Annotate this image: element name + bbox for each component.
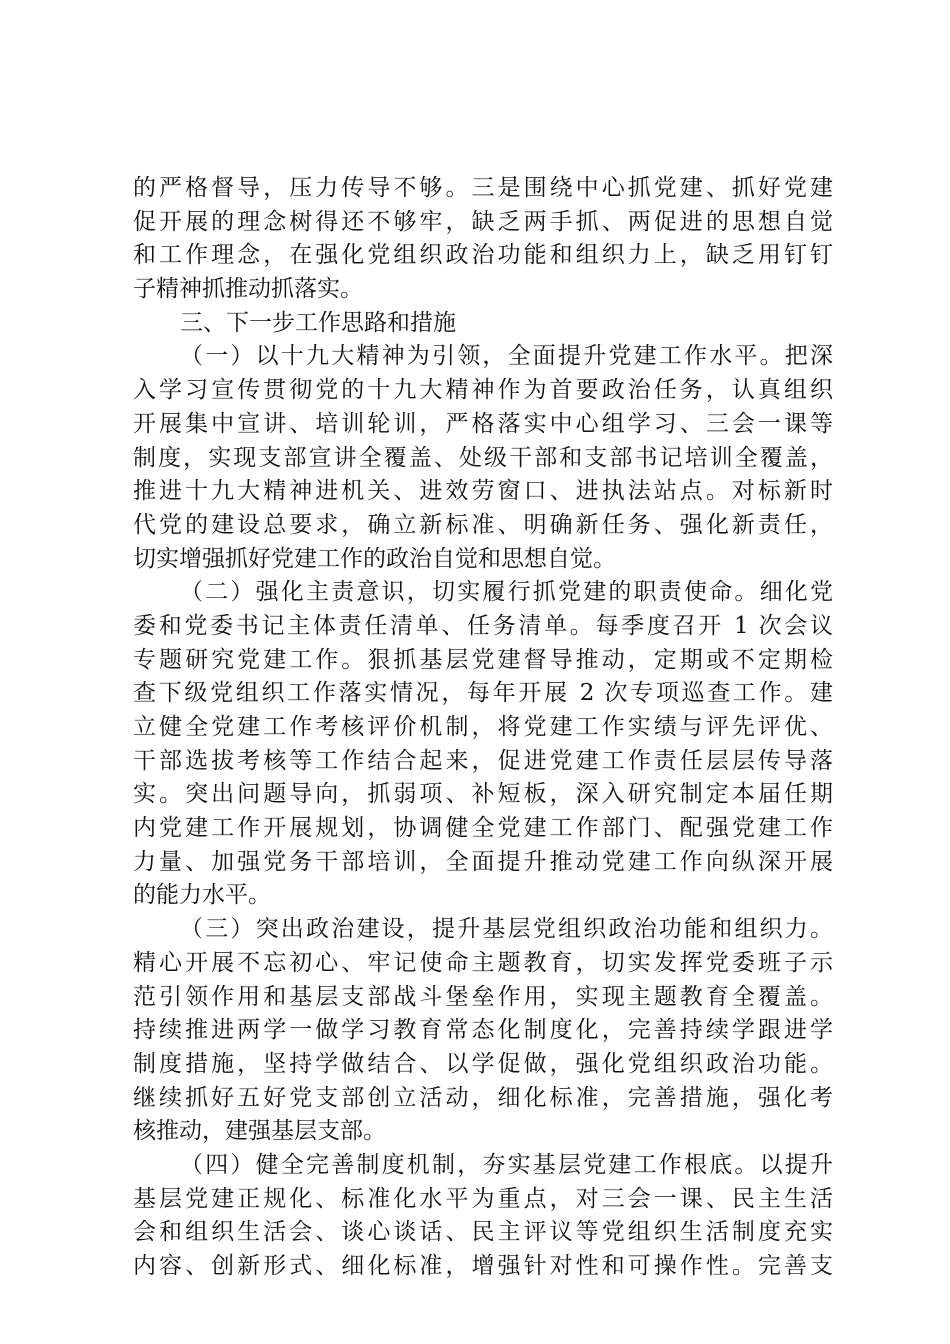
document-body (133, 172, 833, 1284)
text-line: 继续抓好五好党支部创立活动，细化标准，完善措施，强化考 (133, 1084, 833, 1111)
text-line: 推进十九大精神进机关、进效劳窗口、进执法站点。对标新时 (133, 478, 833, 505)
text-line: 范引领作用和基层支部战斗堡垒作用，实现主题教育全覆盖。 (133, 983, 833, 1010)
text-line: 内容、创新形式、细化标准，增强针对性和可操作性。完善支 (133, 1253, 833, 1279)
text-line: 内党建工作开展规划，协调健全党建工作部门、配强党建工作 (133, 815, 833, 842)
text-line: 和工作理念，在强化党组织政治功能和组织力上，缺乏用钉钉 (133, 242, 833, 269)
text-line: 力量、加强党务干部培训，全面提升推动党建工作向纵深开展 (133, 848, 833, 875)
text-line: 立健全党建工作考核评价机制，将党建工作实绩与评先评优、 (133, 714, 833, 740)
text-line: （三）突出政治建设，提升基层党组织政治功能和组织力。 (180, 916, 833, 943)
text-line: 持续推进两学一做学习教育常态化制度化，完善持续学跟进学 (133, 1017, 833, 1044)
text-line: 委和党委书记主体责任清单、任务清单。每季度召开 1 次会议 (133, 612, 833, 639)
text-line: 子精神抓推动抓落实。 (133, 276, 363, 303)
text-line: 切实增强抓好党建工作的政治自觉和思想自觉。 (133, 545, 616, 572)
text-line: 专题研究党建工作。狠抓基层党建督导推动，定期或不定期检 (133, 646, 833, 673)
text-line: 的能力水平。 (133, 882, 271, 909)
text-line: 制度，实现支部宣讲全覆盖、处级干部和支部书记培训全覆盖， (133, 444, 833, 471)
text-line: 制度措施，坚持学做结合、以学促做，强化党组织政治功能。 (133, 1050, 833, 1077)
text-line: 开展集中宣讲、培训轮训，严格落实中心组学习、三会一课等 (133, 410, 833, 437)
text-line: 促开展的理念树得还不够牢，缺乏两手抓、两促进的思想自觉 (133, 208, 833, 235)
text-line: 基层党建正规化、标准化水平为重点，对三会一课、民主生活 (133, 1185, 833, 1212)
text-line: 干部选拔考核等工作结合起来，促进党建工作责任层层传导落 (133, 747, 833, 774)
text-line: （一）以十九大精神为引领，全面提升党建工作水平。把深 (180, 343, 833, 370)
text-line: 会和组织生活会、谈心谈话、民主评议等党组织生活制度充实 (133, 1219, 833, 1246)
text-line: 精心开展不忘初心、牢记使命主题教育，切实发挥党委班子示 (133, 949, 833, 976)
text-line: 三、下一步工作思路和措施 (180, 309, 456, 336)
text-line: 代党的建设总要求，确立新标准、明确新任务、强化新责任， (133, 511, 833, 538)
text-line: （四）健全完善制度机制，夯实基层党建工作根底。以提升 (180, 1151, 833, 1178)
text-line: 入学习宣传贯彻党的十九大精神作为首要政治任务，认真组织 (133, 377, 833, 404)
text-line: 核推动，建强基层支部。 (133, 1118, 386, 1145)
text-line: 实。突出问题导向，抓弱项、补短板，深入研究制定本届任期 (133, 781, 833, 808)
text-line: 的严格督导，压力传导不够。三是围绕中心抓党建、抓好党建 (133, 175, 833, 201)
text-line: （二）强化主责意识，切实履行抓党建的职责使命。细化党 (180, 579, 833, 606)
text-line: 查下级党组织工作落实情况，每年开展 2 次专项巡查工作。建 (133, 680, 833, 707)
